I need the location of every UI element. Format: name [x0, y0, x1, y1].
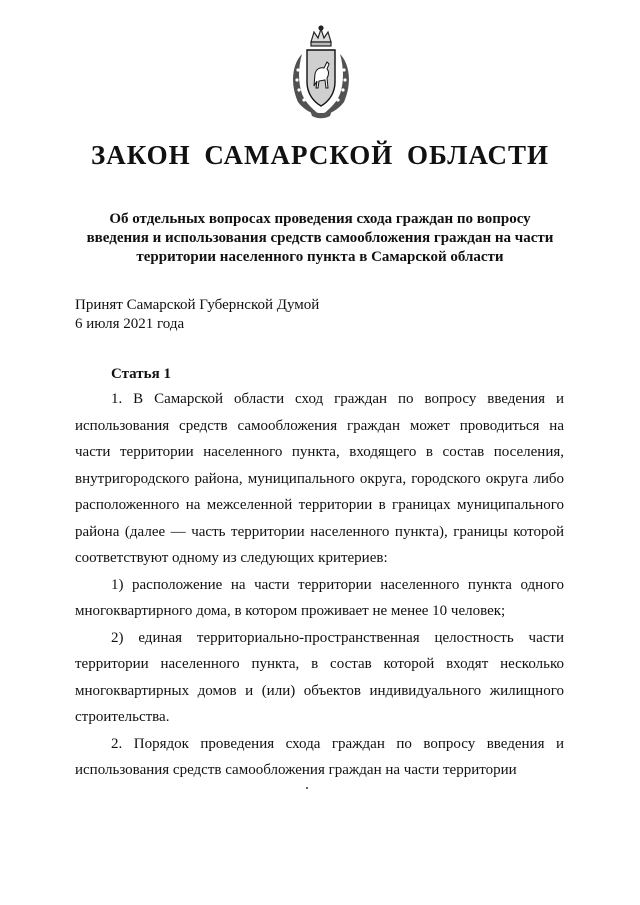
paragraph: 2) единая территориально-пространственная целостность части территории населенного пункта, в состав которой входят несколько многоквартирных домов и (или) объектов индивидуального жилищного строительства.	[75, 629, 564, 725]
samara-coat-of-arms-icon	[284, 24, 358, 120]
law-subtitle	[70, 210, 570, 267]
subtitle-line: Об отдельных вопросах проведения схода граждан по вопросу	[109, 211, 531, 227]
page-speck	[306, 787, 308, 789]
paragraph: 2. Порядок проведения схода граждан по вопросу введения и использования средств самообложения граждан на части территории	[75, 735, 564, 778]
adoption-body: Принят Самарской Губернской Думой	[75, 297, 320, 313]
law-title: ЗАКОН САМАРСКОЙ ОБЛАСТИ	[91, 140, 549, 170]
adoption-date: 6 июля 2021 года	[75, 316, 185, 332]
article-heading: Статья 1	[111, 366, 171, 382]
paragraph: 1. В Самарской области сход граждан по вопросу введения и использования средств самообложения граждан может проводиться на части территории населенного пункта, входящего в состав поселения, внутригородского района, муниципального округа, городского округа либо расположенного на межселенной территории в границах муниципального района (далее — часть территории населенного пункта), границы которой соответствуют одному из следующих критериев:	[75, 391, 564, 566]
paragraph: 1) расположение на части территории населенного пункта одного многоквартирного дома, в котором проживает не менее 10 человек;	[75, 576, 564, 619]
article-body	[75, 386, 564, 784]
subtitle-line: введения и использования средств самообложения граждан на части	[86, 230, 554, 246]
subtitle-line: территории населенного пункта в Самарской области	[136, 249, 504, 265]
adoption-note	[75, 296, 475, 334]
